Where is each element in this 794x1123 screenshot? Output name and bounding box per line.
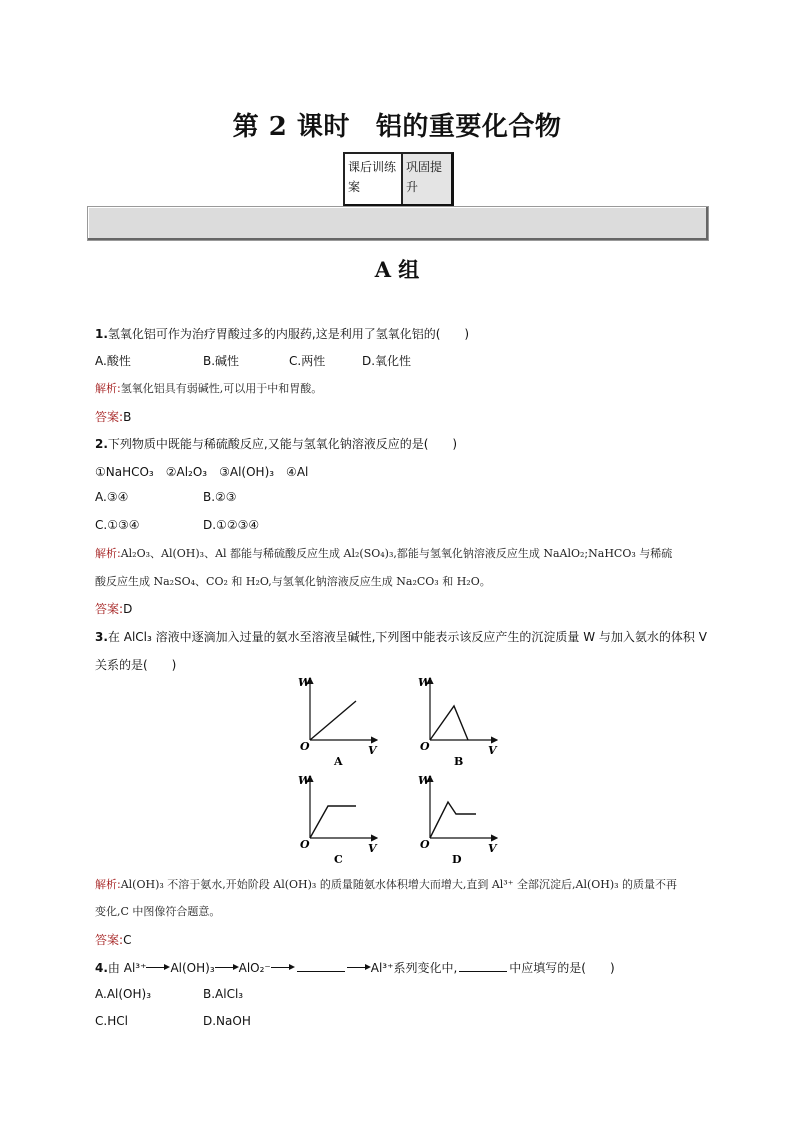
graph-label: A <box>334 755 343 768</box>
tab-consolidate[interactable]: 巩固提升 <box>403 154 451 204</box>
page-title <box>0 106 794 143</box>
q2-answer: 答案:D <box>95 602 133 616</box>
q3-analysis-line2: 变化,C 中图像符合题意。 <box>95 905 221 918</box>
curve <box>430 706 468 740</box>
question-3 <box>95 628 707 645</box>
question-2 <box>95 435 457 452</box>
question-number: 3. <box>95 630 108 644</box>
graph-c[interactable] <box>298 774 378 866</box>
y-axis-label: W <box>298 774 311 787</box>
curve <box>310 806 356 838</box>
y-axis-label: W <box>418 676 431 689</box>
q1-analysis: 解析:氢氧化铝具有弱碱性,可以用于中和胃酸。 <box>95 382 323 395</box>
origin-label: O <box>420 740 430 753</box>
q2-analysis-line1: 解析:Al₂O₃、Al(OH)₃、Al 都能与稀硫酸反应生成 Al₂(SO₄)₃,都能与氢氧化钠溶液反应生成 NaAlO₂;NaHCO₃ 与稀硫 <box>95 547 673 560</box>
q4-option-b[interactable]: B.AlCl₃ <box>203 987 244 1001</box>
origin-label: O <box>300 838 310 851</box>
q3-analysis-line1: 解析:Al(OH)₃ 不溶于氨水,开始阶段 Al(OH)₃ 的质量随氨水体积增大而增大,直到 Al³⁺ 全部沉淀后,Al(OH)₃ 的质量不再 <box>95 878 678 891</box>
x-axis-label: V <box>488 744 497 757</box>
q1-option-d[interactable]: D.氧化性 <box>362 354 412 368</box>
arrow-icon <box>271 964 295 972</box>
graph-label: B <box>454 755 464 768</box>
q2-analysis-line2: 酸反应生成 Na₂SO₄、CO₂ 和 H₂O,与氢氧化钠溶液反应生成 Na₂CO₃ 和 H₂O。 <box>95 575 491 588</box>
group-heading: A 组 <box>374 257 420 282</box>
arrow-icon <box>215 964 239 972</box>
q4-option-c[interactable]: C.HCl <box>95 1014 128 1028</box>
q4-option-d[interactable]: D.NaOH <box>203 1014 251 1028</box>
q1-answer: 答案:B <box>95 410 132 424</box>
blank-field[interactable] <box>297 961 345 972</box>
graph-d[interactable] <box>418 774 498 866</box>
q2-option-d[interactable]: D.①②③④ <box>203 518 260 532</box>
graph-label: C <box>334 853 343 866</box>
q1-option-b[interactable]: B.碱性 <box>203 354 240 368</box>
arrow-icon <box>146 964 170 972</box>
section-banner <box>87 206 709 241</box>
question-number: 1. <box>95 327 108 341</box>
curve <box>430 802 476 838</box>
q2-items: ①NaHCO₃ ②Al₂O₃ ③Al(OH)₃ ④Al <box>95 465 309 479</box>
question-4: 4.由 Al³⁺ Al(OH)₃ AlO₂⁻ Al³⁺系列变化中, 中应填写的是( ) <box>95 961 615 975</box>
q1-option-c[interactable]: C.两性 <box>289 354 326 368</box>
q2-option-c[interactable]: C.①③④ <box>95 518 140 532</box>
lesson-number: 第 2 课时 <box>232 112 350 142</box>
question-1 <box>95 325 469 342</box>
y-axis-label: W <box>298 676 311 689</box>
q3-answer: 答案:C <box>95 933 132 947</box>
arrow-icon <box>347 964 371 972</box>
tab-group <box>343 152 454 207</box>
origin-label: O <box>420 838 430 851</box>
x-axis-label: V <box>368 842 377 855</box>
x-axis-label: V <box>488 842 497 855</box>
q2-option-a[interactable]: A.③④ <box>95 490 129 504</box>
graph-a[interactable] <box>298 676 378 768</box>
q4-option-a[interactable]: A.Al(OH)₃ <box>95 987 151 1001</box>
question-3-continued: 关系的是( ) <box>95 658 177 672</box>
q3-graphs <box>282 672 522 872</box>
question-stem: 氢氧化铝可作为治疗胃酸过多的内服药,这是利用了氢氧化铝的( ) <box>107 327 470 341</box>
y-axis-label: W <box>418 774 431 787</box>
lesson-topic: 铝的重要化合物 <box>375 112 562 142</box>
q1-option-a[interactable]: A.酸性 <box>95 354 131 368</box>
q2-option-b[interactable]: B.②③ <box>203 490 237 504</box>
blank-field[interactable] <box>459 961 507 972</box>
graph-b[interactable] <box>418 676 498 768</box>
question-number: 2. <box>95 437 108 451</box>
curve <box>310 701 356 740</box>
graph-label: D <box>452 853 462 866</box>
tab-after-class[interactable]: 课后训练案 <box>345 154 403 204</box>
x-axis-label: V <box>368 744 377 757</box>
question-number: 4. <box>95 961 108 975</box>
question-stem: 在 AlCl₃ 溶液中逐滴加入过量的氨水至溶液呈碱性,下列图中能表示该反应产生的沉淀质量 W 与加入氨水的体积 V <box>107 630 707 644</box>
question-stem: 下列物质中既能与稀硫酸反应,又能与氢氧化钠溶液反应的是( ) <box>107 437 458 451</box>
origin-label: O <box>300 740 310 753</box>
